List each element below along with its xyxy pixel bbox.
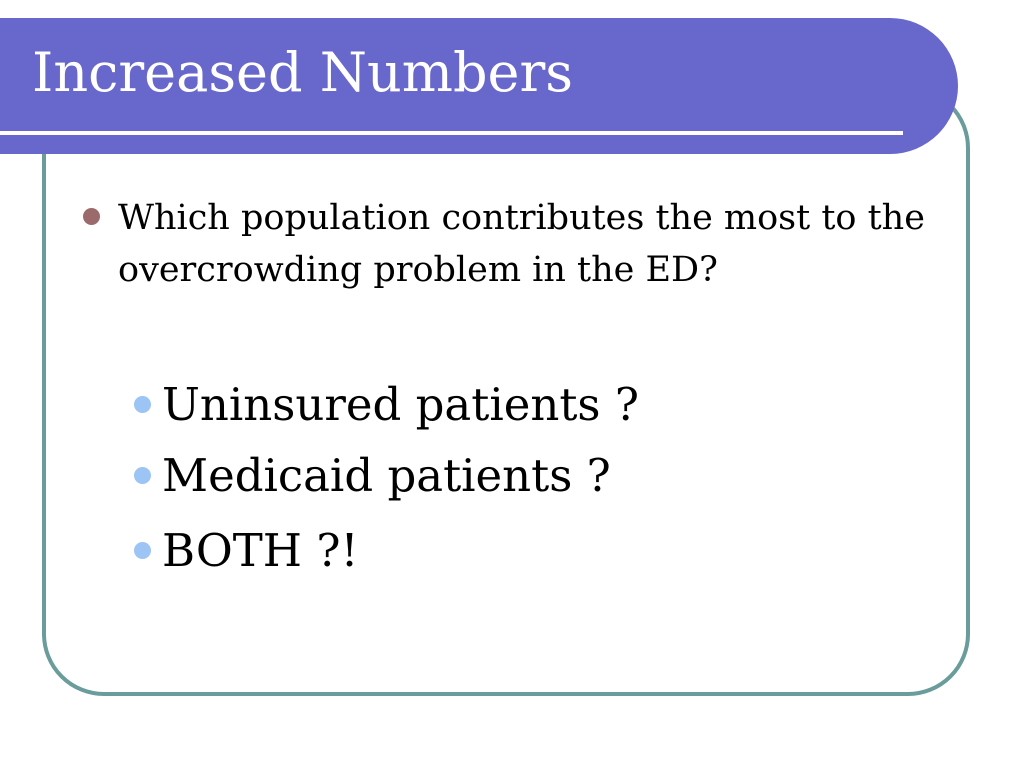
sub-bullet-item [132,441,732,511]
sub-bullet-text: Uninsured patients ? [162,378,639,431]
sub-bullet-text: BOTH ?! [162,524,359,577]
sub-bullet-item [132,516,732,586]
main-bullet-text: Which population contributes the most to the overcrowding problem in the ED? [118,198,925,290]
bullet-dot-icon [134,396,151,413]
sub-bullet-item [132,370,732,440]
sub-bullet-text: Medicaid patients ? [162,449,611,502]
bullet-dot-icon [134,542,151,559]
bullet-dot-icon [134,467,151,484]
slide-title: Increased Numbers [32,41,574,104]
title-underline [0,131,903,135]
bullet-dot-icon [83,208,100,225]
